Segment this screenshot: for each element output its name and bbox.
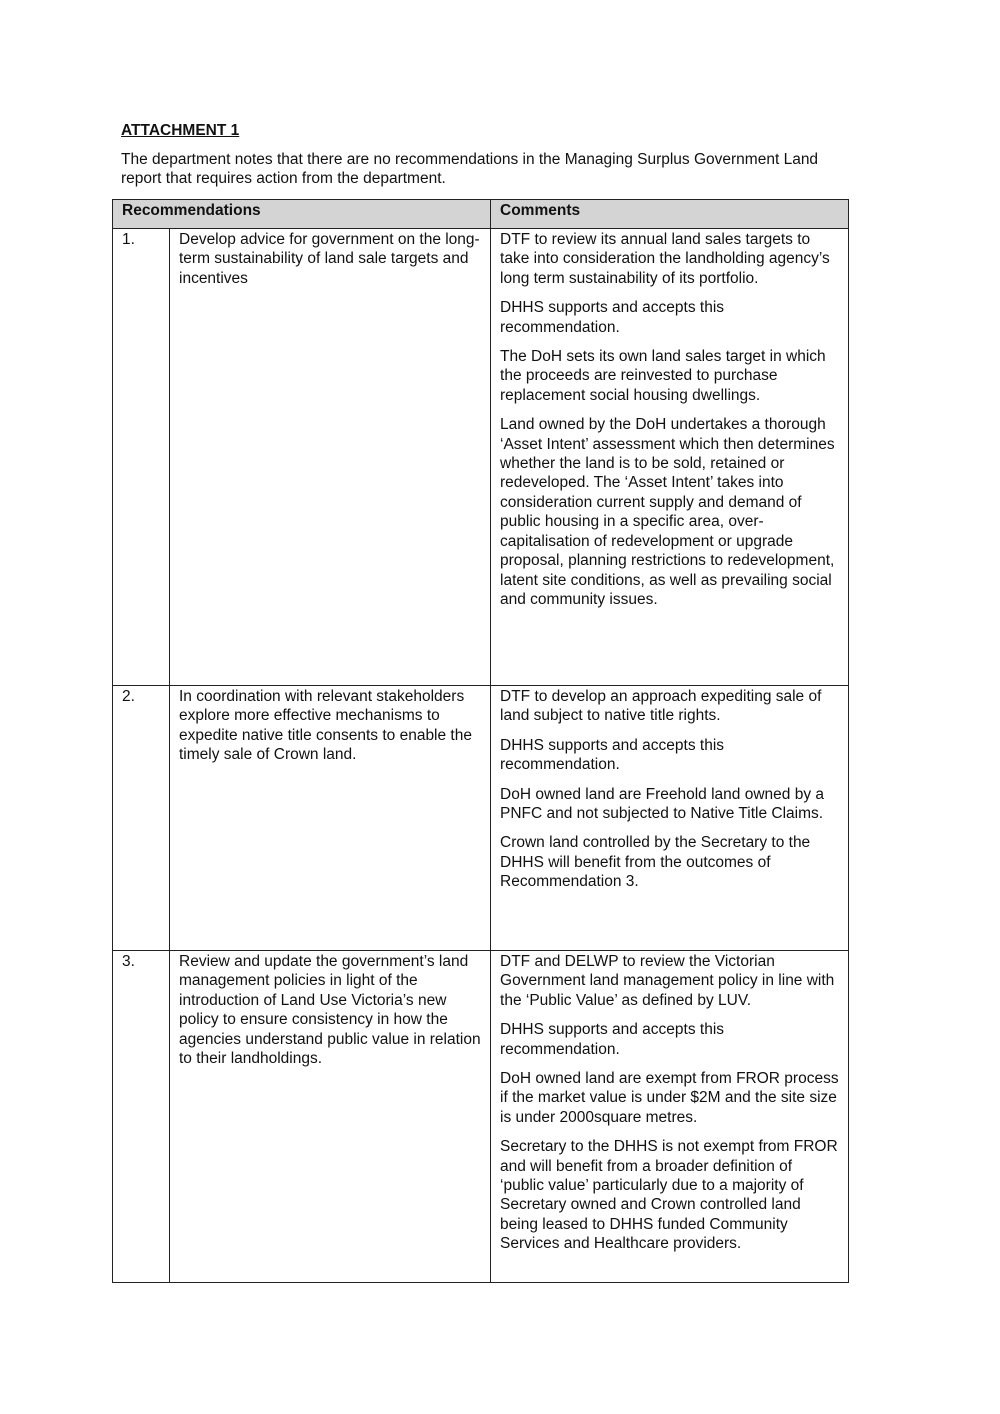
recommendations-table [112,199,849,1283]
header-recommendations: Recommendations [113,200,491,229]
comment-paragraph: Secretary to the DHHS is not exempt from FROR and will benefit from a broader definition of ‘public value’ particularly due to a majority of Secretary owned and Crown controlled land being leased to DHHS funded Community Services and Healthcare providers. [500,1138,838,1253]
comment-paragraph: DHHS supports and accepts this recommendation. [500,1021,725,1058]
comments-cell [491,686,849,951]
row-number: 1. [113,229,170,686]
comments-cell [491,951,849,1283]
comment-paragraph: DTF and DELWP to review the Victorian Government land management policy in line with the ‘Public Value’ as defined by LUV. [500,953,835,1009]
table-row [113,229,849,686]
attachment-heading: ATTACHMENT 1 [121,122,240,139]
comment-paragraph: DHHS supports and accepts this recommendation. [500,299,725,336]
intro-paragraph: The department notes that there are no recommendations in the Managing Surplus Government Land report that requires action from the department. [121,151,819,188]
recommendation-text: Review and update the government’s land management policies in light of the introduction of Land Use Victoria’s new policy to ensure consistency in how the agencies understand public value in relation to their landholdings. [170,951,491,1283]
row-number: 3. [113,951,170,1283]
comment-paragraph: DoH owned land are exempt from FROR process if the market value is under $2M and the site size is under 2000square metres. [500,1070,839,1126]
row-number: 2. [113,686,170,951]
comment-paragraph: The DoH sets its own land sales target in which the proceeds are reinvested to purchase replacement social housing dwellings. [500,348,826,404]
table-header-row [113,200,849,229]
comment-paragraph: DTF to review its annual land sales targets to take into consideration the landholding agency’s long term sustainability of its portfolio. [500,231,830,287]
table-row [113,951,849,1283]
header-comments: Comments [491,200,849,229]
comment-paragraph: DHHS supports and accepts this recommendation. [500,736,725,774]
document-page [121,121,848,189]
comment-paragraph: DTF to develop an approach expediting sale of land subject to native title rights. [500,688,822,725]
recommendation-text: Develop advice for government on the long-term sustainability of land sale targets and incentives [170,229,491,686]
comment-paragraph: DoH owned land are Freehold land owned by a PNFC and not subjected to Native Title Claims. [500,785,825,823]
comments-cell [491,229,849,686]
comment-paragraph: Land owned by the DoH undertakes a thorough ‘Asset Intent’ assessment which then determines whether the land is to be sold, retained or redeveloped. The ‘Asset Intent’ takes into consideration current supply and demand of public housing in a specific area, over-capitalisation of redevelopment or upgrade proposal, planning restrictions to redevelopment, latent site conditions, as well as prevailing social and community issues. [500,416,835,608]
comment-paragraph: Crown land controlled by the Secretary to the DHHS will benefit from the outcomes of Recommendation 3. [500,834,811,891]
table-row [113,686,849,951]
recommendation-text: In coordination with relevant stakeholders explore more effective mechanisms to expedite native title consents to enable the timely sale of Crown land. [170,686,491,951]
